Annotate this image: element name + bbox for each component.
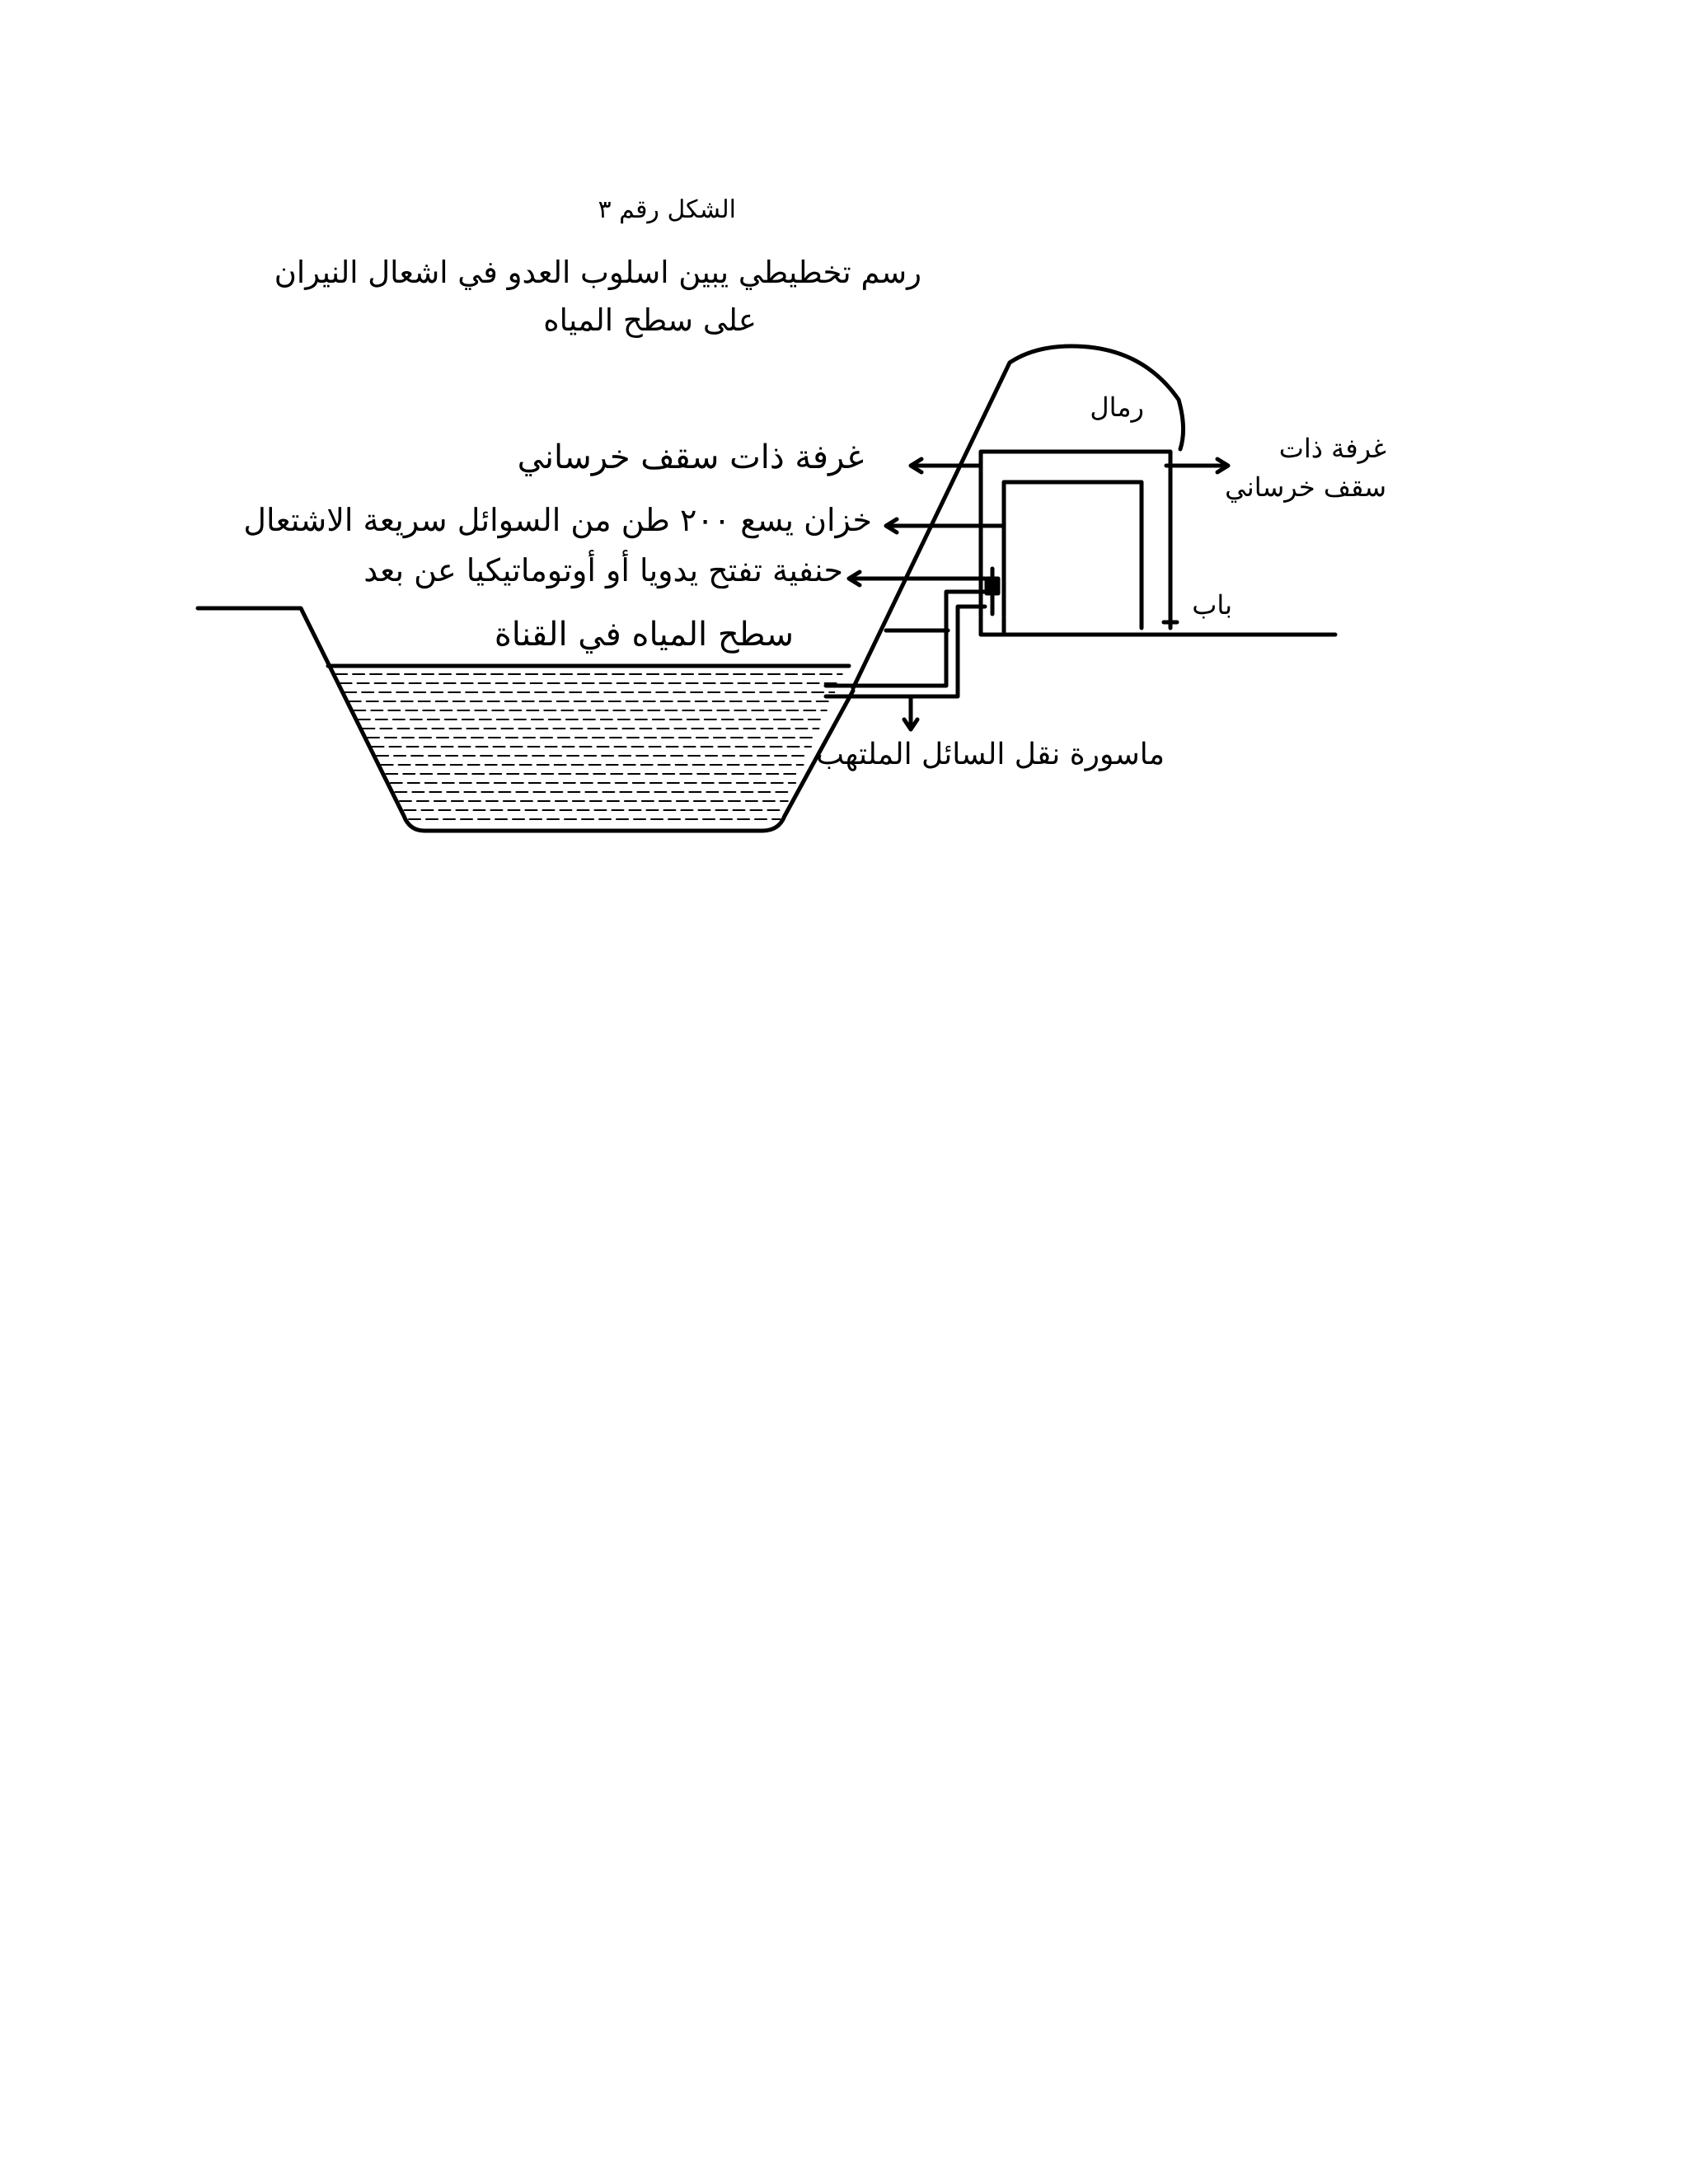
arrow-tank <box>886 519 1004 532</box>
arrow-hose <box>904 696 917 729</box>
water-hatching <box>335 674 842 819</box>
fuel-pipe <box>826 592 996 696</box>
arrow-room-left <box>911 459 979 472</box>
inner-room <box>1004 482 1142 628</box>
room-floor <box>981 618 1004 635</box>
label-sand: رمال <box>1090 391 1144 423</box>
figure-caption-line1: رسم تخطيطي يبين اسلوب العدو في اشعال النيران <box>274 255 921 290</box>
label-hose: ماسورة نقل السائل الملتهب <box>816 738 1165 771</box>
arrow-room-right <box>1166 459 1228 472</box>
label-tank: خزان يسع ٢٠٠ طن من السوائل سريعة الاشتعال <box>243 502 872 538</box>
label-door: باب <box>1192 589 1232 621</box>
figure-caption-line2: على سطح المياه <box>543 302 757 338</box>
label-room-left: غرفة ذات سقف خرساني <box>517 438 864 476</box>
label-valve: حنفية تفتح يدويا أو أوتوماتيكيا عن بعد <box>363 552 843 588</box>
label-room-right-line2: سقف خرساني <box>1225 471 1386 503</box>
label-room-right-line1: غرفة ذات <box>1278 433 1386 464</box>
figure-number: الشكل رقم ٣ <box>598 195 736 224</box>
label-canal-surface: سطح المياه في القناة <box>494 616 794 654</box>
arrow-valve <box>849 572 985 585</box>
